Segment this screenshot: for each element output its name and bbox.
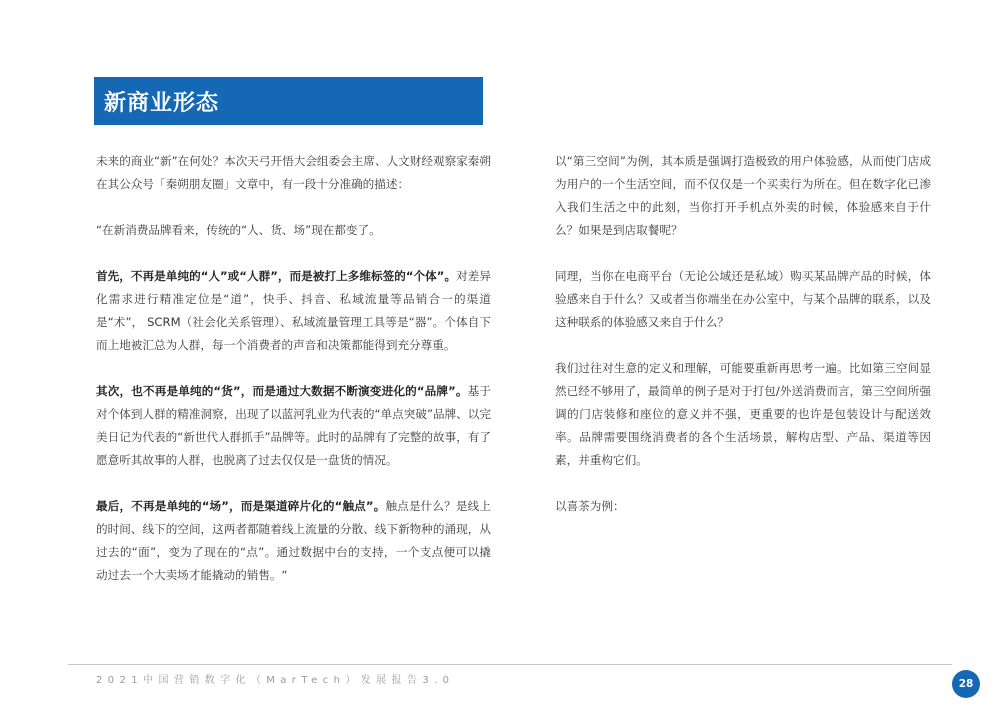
page-number-badge: 28: [952, 670, 980, 698]
heytea-example-paragraph: 以喜茶为例：: [555, 499, 625, 513]
section-title-banner: [94, 77, 483, 125]
third-space-paragraph: 以“第三空间”为例，其本质是强调打造极致的用户体验感，从而使门店成为用户的一个生活空间，而不仅仅是一个买卖行为所在。但在数字化已渗入我们生活之中的此刻，当你打开手机点外卖的时候，体验感来自于什么？如果是到店取餐呢？: [555, 154, 931, 237]
goods-lead-sentence: 其次，也不再是单纯的“货”，而是通过大数据不断演变进化的“品牌”。: [96, 384, 468, 398]
footer-report-title: 2021中国营销数字化（MarTech）发展报告3.0: [96, 675, 455, 686]
venue-body-text: 触点是什么？是线上的时间、线下的空间，这两者都随着线上流量的分散、线下新物种的涌现，从过去的“面”，变为了现在的“点”。通过数据中台的支持，一个支点便可以撬动过去一个大卖场才能撬动的销售。“: [96, 499, 491, 582]
people-body-text: 对差异化需求进行精准定位是“道”，快手、抖音、私域流量等品销合一的渠道是“术”， SCRM（社会化关系管理）、私域流量管理工具等是“器”。个体自下而上地被汇总为人群，每一个消费者的声音和决策都能得到充分尊重。: [96, 269, 491, 352]
people-paragraph: [96, 265, 491, 357]
venue-lead-sentence: 最后，不再是单纯的“场”，而是渠道碎片化的“触点”。: [96, 499, 386, 513]
quote-opening-paragraph: “在新消费品牌看来，传统的“人、货、场”现在都变了。: [96, 223, 381, 237]
goods-paragraph: [96, 380, 491, 472]
rethink-business-paragraph: 我们过往对生意的定义和理解，可能要重新再思考一遍。比如第三空间显然已经不够用了，最简单的例子是对于打包/外送消费而言，第三空间所强调的门店装修和座位的意义并不强，更重要的也许是包装设计与配送效率。品牌需要围绕消费者的各个生活场景，解构店型、产品、渠道等因素，并重构它们。: [555, 361, 931, 467]
footer-divider: [68, 664, 952, 665]
section-title: 新商业形态: [104, 90, 220, 116]
venue-paragraph: [96, 495, 491, 587]
ecommerce-paragraph: 同理，当你在电商平台（无论公域还是私域）购买某品牌产品的时候，体验感来自于什么？又或者当你端坐在办公室中，与某个品牌的联系，以及这种联系的体验感又来自于什么？: [555, 269, 931, 329]
left-text-column: [96, 150, 491, 587]
goods-body-text: 基于对个体到人群的精准洞察，出现了以蓝河乳业为代表的“单点突破”品牌、以完美日记为代表的“新世代人群抓手”品牌等。此时的品牌有了完整的故事，有了愿意听其故事的人群，也脱离了过去仅仅是一盘货的情况。: [96, 384, 491, 467]
right-text-column: [555, 150, 931, 518]
intro-paragraph: 未来的商业“新”在何处？本次天弓开悟大会组委会主席、人文财经观察家秦朔在其公众号「秦朔朋友圈」文章中，有一段十分准确的描述：: [96, 154, 491, 191]
people-lead-sentence: 首先，不再是单纯的“人”或“人群”，而是被打上多维标签的“个体”。: [96, 269, 457, 283]
